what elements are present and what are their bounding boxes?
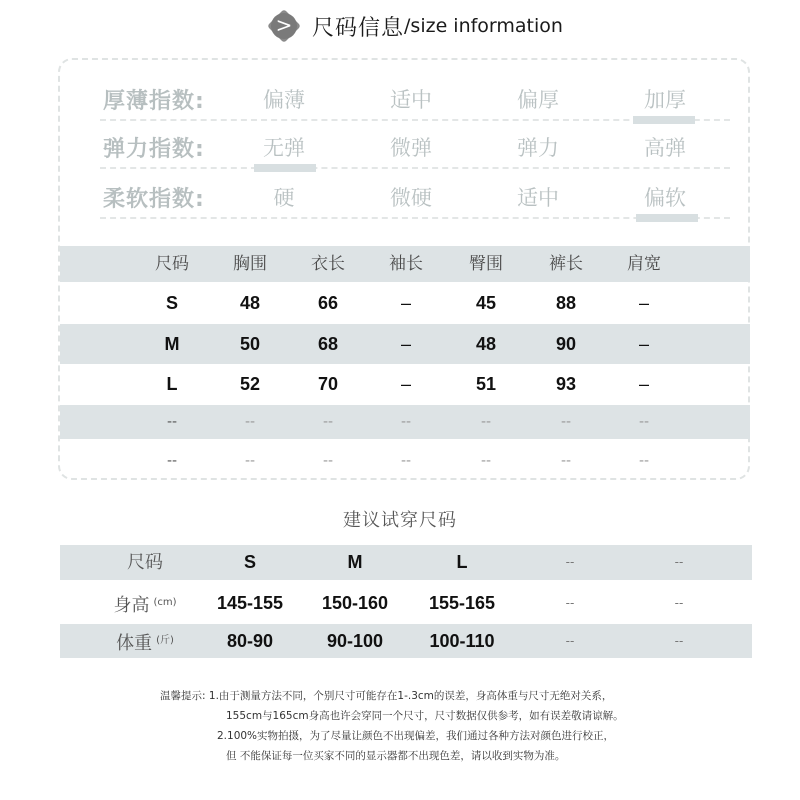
note-line: 2.100%实物拍摄，为了尽量让颜色不出现偏差，我们通过各种方法对颜色进行校正， xyxy=(217,730,615,742)
table-cell: 48 xyxy=(475,334,497,354)
table-cell: – xyxy=(638,374,649,394)
recommend-cell: 90-100 xyxy=(326,631,384,651)
table-cell: 88 xyxy=(555,293,577,313)
recommend-cell: 100-110 xyxy=(429,631,495,651)
notes-prefix: 温馨提示: xyxy=(160,690,206,702)
header-title-en: /size information xyxy=(404,15,563,37)
table-cell: 70 xyxy=(317,374,339,394)
unit-label: (cm) xyxy=(153,597,177,608)
recommend-cell: M xyxy=(347,552,363,572)
table-cell: 50 xyxy=(239,334,261,354)
recommend-cell: -- xyxy=(674,596,684,610)
row-label: 身高 $^{(cm)}$ xyxy=(113,595,177,616)
index-option: 偏厚 xyxy=(517,88,559,112)
table-cell: 66 xyxy=(317,293,339,313)
index-option: 适中 xyxy=(390,88,432,112)
table-cell: 90 xyxy=(555,334,577,354)
index-option: 微硬 xyxy=(390,186,432,210)
recommend-title: 建议试穿尺码 xyxy=(343,510,457,531)
selected-marker xyxy=(636,214,698,222)
table-cell: -- xyxy=(480,453,492,469)
table-cell: -- xyxy=(480,414,492,430)
recommend-row-size xyxy=(60,545,752,580)
size-cell: M xyxy=(164,334,180,354)
thickness-index-row xyxy=(70,76,730,124)
note-line: 温馨提示: 1.由于测量方法不同，个别尺寸可能存在1-.3cm的误差，身高体重与尺寸无绝对关系， xyxy=(160,690,613,702)
table-cell: 93 xyxy=(555,374,577,394)
column-header: 肩宽 xyxy=(627,254,661,274)
column-header: 裤长 xyxy=(549,254,583,274)
table-cell: 51 xyxy=(475,374,497,394)
recommend-cell: L xyxy=(456,552,468,572)
index-label: 厚薄指数: xyxy=(103,89,205,114)
table-cell: -- xyxy=(560,453,572,469)
column-header: 胸围 xyxy=(233,254,267,274)
column-header: 衣长 xyxy=(311,254,345,274)
selected-marker xyxy=(633,116,695,124)
table-row xyxy=(60,405,750,439)
column-header: 袖长 xyxy=(389,254,423,274)
recommend-cell: -- xyxy=(565,555,575,569)
recommend-cell: -- xyxy=(565,634,575,648)
table-cell: – xyxy=(400,293,411,313)
table-cell: -- xyxy=(638,453,650,469)
note-line: 但 不能保证每一位买家不同的显示器都不出现色差，请以收到实物为准。 xyxy=(226,750,566,762)
column-header: 尺码 xyxy=(155,254,189,274)
table-cell: 45 xyxy=(475,293,497,313)
recommend-cell: 80-90 xyxy=(226,631,274,651)
size-table-header xyxy=(60,246,750,282)
table-cell: -- xyxy=(244,414,256,430)
recommend-cell: 145-155 xyxy=(216,593,284,613)
table-cell: – xyxy=(638,293,649,313)
table-row xyxy=(60,444,750,478)
softness-index-row xyxy=(70,174,730,222)
index-label: 弹力指数: xyxy=(103,137,205,162)
table-cell: 68 xyxy=(317,334,339,354)
header-title-cn: 尺码信息 xyxy=(312,15,405,41)
divider xyxy=(100,167,730,169)
table-cell: -- xyxy=(322,453,334,469)
table-row xyxy=(60,283,750,323)
table-row xyxy=(60,324,750,364)
index-option-selected: 加厚 xyxy=(644,88,686,112)
recommend-cell: -- xyxy=(674,634,684,648)
table-cell: – xyxy=(638,334,649,354)
unit-label: (斤) xyxy=(156,635,174,646)
selected-marker xyxy=(254,164,316,172)
table-cell: -- xyxy=(322,414,334,430)
table-cell: -- xyxy=(400,414,412,430)
section-header xyxy=(266,8,563,44)
size-cell: L xyxy=(166,374,178,394)
index-label: 柔软指数: xyxy=(103,187,205,212)
index-option-selected: 偏软 xyxy=(644,186,686,210)
size-cell: S xyxy=(165,293,178,313)
index-option-selected: 无弹 xyxy=(263,136,305,160)
table-cell: 48 xyxy=(239,293,261,313)
recommend-cell: 155-165 xyxy=(428,593,496,613)
index-option: 微弹 xyxy=(390,136,432,160)
column-header: 臀围 xyxy=(469,254,503,274)
index-option: 硬 xyxy=(273,186,295,210)
table-cell: 52 xyxy=(239,374,261,394)
recommend-cell: -- xyxy=(565,596,575,610)
table-cell: – xyxy=(400,334,411,354)
index-option: 偏薄 xyxy=(263,88,305,112)
table-row xyxy=(60,364,750,404)
note-line: 155cm与165cm身高也许会穿同一个尺寸，尺寸数据仅供参考，如有误差敬请谅解。 xyxy=(226,710,624,722)
size-cell: -- xyxy=(166,414,178,430)
table-cell: – xyxy=(400,374,411,394)
index-option: 弹力 xyxy=(517,136,559,160)
notes xyxy=(160,686,680,766)
chevron-right-diamond-icon: > xyxy=(266,8,302,44)
table-cell: -- xyxy=(400,453,412,469)
row-label: 体重 $^{(斤)}$ xyxy=(116,633,174,654)
recommend-row-height xyxy=(60,583,752,623)
recommend-cell: S xyxy=(243,552,256,572)
table-cell: -- xyxy=(560,414,572,430)
elasticity-index-row xyxy=(70,124,730,172)
index-option: 适中 xyxy=(517,186,559,210)
table-cell: -- xyxy=(638,414,650,430)
recommend-row-weight xyxy=(60,624,752,658)
table-cell: -- xyxy=(244,453,256,469)
recommend-cell: 150-160 xyxy=(321,593,389,613)
index-option: 高弹 xyxy=(644,136,686,160)
recommend-cell: -- xyxy=(674,555,684,569)
row-label: 尺码 xyxy=(127,552,163,573)
size-cell: -- xyxy=(166,453,178,469)
